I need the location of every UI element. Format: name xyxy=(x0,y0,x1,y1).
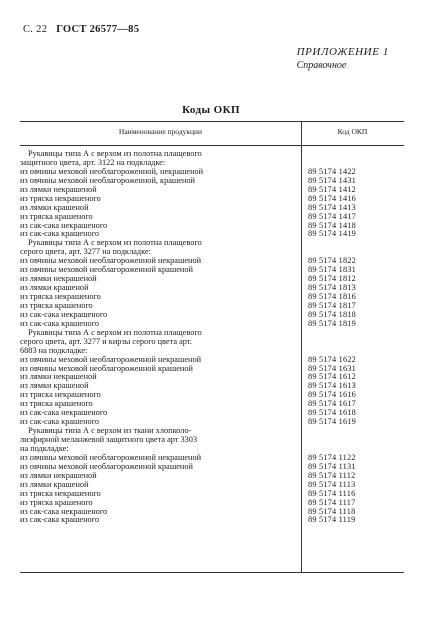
okp-codes-table xyxy=(20,121,404,572)
okp-code: 89 5174 1412 xyxy=(308,184,357,194)
okp-code: 89 5174 1617 xyxy=(308,399,357,409)
product-group-heading: серого цвета, арт. 3277 на подкладке: xyxy=(20,247,151,257)
appendix-subtitle: Справочное xyxy=(296,60,347,71)
product-group-heading: защитного цвета, арт. 3122 на подкладке: xyxy=(20,157,166,167)
product-name: из лямки крашеной xyxy=(20,202,89,212)
okp-code: 89 5174 1817 xyxy=(308,300,357,310)
product-name: из сак-сака некрашеного xyxy=(20,220,108,230)
product-name: из сак-сака крашеного xyxy=(20,417,100,427)
okp-code: 89 5174 1116 xyxy=(308,488,356,498)
product-group-heading: серого цвета, арт. 3277 и кирзы серого цвета арт. xyxy=(20,336,192,346)
product-name: из овчины меховой необлагороженной некрашеной xyxy=(20,256,202,266)
okp-code: 89 5174 1131 xyxy=(308,461,356,471)
product-name: из сак-сака крашеного xyxy=(20,229,100,239)
okp-code: 89 5174 1813 xyxy=(308,283,357,293)
product-group-heading: на подкладке: xyxy=(20,443,69,453)
product-name: из сак-сака некрашеного xyxy=(20,408,108,418)
product-name: из лямки крашеной xyxy=(20,283,89,293)
product-name: из тряска крашеного xyxy=(20,211,93,221)
product-group-heading: Рукавицы типа А с верхом из полотна плащевого xyxy=(28,238,202,248)
product-group-heading: лиэфирной меланжевой защитного цвета арт 3303 xyxy=(20,435,198,444)
product-name: из лямки некрашеной xyxy=(20,184,97,194)
table-row xyxy=(20,436,404,445)
okp-code: 89 5174 1616 xyxy=(308,390,357,400)
okp-code: 89 5174 1816 xyxy=(308,292,357,301)
product-name: из лямки некрашеной xyxy=(20,274,97,284)
page-header xyxy=(23,24,139,35)
okp-code: 89 5174 1631 xyxy=(308,363,357,373)
product-name: из тряска некрашеного xyxy=(20,292,101,301)
okp-code: 89 5174 1119 xyxy=(308,515,356,525)
okp-code: 89 5174 1613 xyxy=(308,381,357,391)
standard-number: ГОСТ 26577—85 xyxy=(56,24,140,35)
product-group-heading: Рукавицы типа А с верхом из полотна плащевого xyxy=(28,149,202,158)
okp-code: 89 5174 1822 xyxy=(308,256,357,266)
product-group-heading: Рукавицы типа А с верхом из ткани хлопколо- xyxy=(28,426,192,436)
table-top-rule xyxy=(20,121,404,122)
okp-code: 89 5174 1418 xyxy=(308,220,357,230)
okp-code: 89 5174 1117 xyxy=(308,497,356,507)
okp-code: 89 5174 1812 xyxy=(308,274,357,284)
product-name: из лямки крашеной xyxy=(20,479,89,489)
table-row xyxy=(20,516,404,525)
appendix-label xyxy=(297,46,389,71)
okp-code: 89 5174 1619 xyxy=(308,417,357,427)
okp-code: 89 5174 1118 xyxy=(308,506,356,516)
table-header-rule xyxy=(20,145,404,146)
product-name: из овчины меховой необлагороженной крашеной xyxy=(20,265,193,275)
product-name: из тряска некрашеного xyxy=(20,390,101,400)
column-header-okp-code: Код ОКП xyxy=(337,127,368,136)
product-group-heading: Рукавицы типа А с верхом из полотна плащевого xyxy=(28,327,202,337)
product-name: из овчины меховой необлагороженной крашеной xyxy=(20,363,193,373)
okp-code: 89 5174 1413 xyxy=(308,202,357,212)
appendix-title: ПРИЛОЖЕНИЕ 1 xyxy=(296,46,389,58)
okp-code: 89 5174 1819 xyxy=(308,318,357,328)
product-name: из тряска некрашеного xyxy=(20,488,101,498)
product-name: из лямки некрашеной xyxy=(20,470,97,480)
okp-code: 89 5174 1113 xyxy=(308,479,356,489)
okp-code: 89 5174 1422 xyxy=(308,166,357,176)
product-name: из лямки крашеной xyxy=(20,381,89,391)
product-name: из сак-сака крашеного xyxy=(20,318,100,328)
okp-code: 89 5174 1612 xyxy=(308,372,357,382)
page-number: С. 22 xyxy=(23,24,48,35)
product-name: из овчины меховой необлагороженной крашеной xyxy=(20,461,193,471)
product-name: из тряска некрашеного xyxy=(20,193,101,203)
product-name: из тряска крашеного xyxy=(20,300,93,310)
okp-code: 89 5174 1818 xyxy=(308,309,357,319)
okp-code: 89 5174 1416 xyxy=(308,193,357,203)
product-name: из овчины меховой необлагороженной, крашеной xyxy=(20,175,195,185)
okp-code: 89 5174 1831 xyxy=(308,265,357,275)
product-name: из тряска крашеного xyxy=(20,399,93,409)
product-name: из тряска крашеного xyxy=(20,497,93,507)
product-name: из овчины меховой необлагороженной, некрашеной xyxy=(20,166,204,176)
okp-code: 89 5174 1618 xyxy=(308,408,357,418)
product-group-heading: 6883 на подкладке: xyxy=(20,345,88,355)
product-name: из овчины меховой необлагороженной некрашеной xyxy=(20,354,202,364)
okp-code: 89 5174 1112 xyxy=(308,470,356,480)
okp-code: 89 5174 1417 xyxy=(308,211,357,221)
okp-code: 89 5174 1431 xyxy=(308,175,357,185)
okp-code: 89 5174 1122 xyxy=(308,452,356,462)
product-name: из сак-сака некрашеного xyxy=(20,309,108,319)
product-name: из сак-сака некрашеного xyxy=(20,506,108,516)
okp-code: 89 5174 1622 xyxy=(308,354,357,364)
product-name: из лямки некрашеной xyxy=(20,372,97,382)
table-bottom-rule xyxy=(20,572,404,573)
product-name: из сак-сака крашеного xyxy=(20,515,100,525)
okp-code: 89 5174 1419 xyxy=(308,229,357,239)
table-body xyxy=(20,150,404,525)
document-title: Коды ОКП xyxy=(182,104,240,116)
column-header-product: Наименование продукции xyxy=(118,127,203,136)
product-name: из овчины меховой необлагороженной некрашеной xyxy=(20,452,202,462)
